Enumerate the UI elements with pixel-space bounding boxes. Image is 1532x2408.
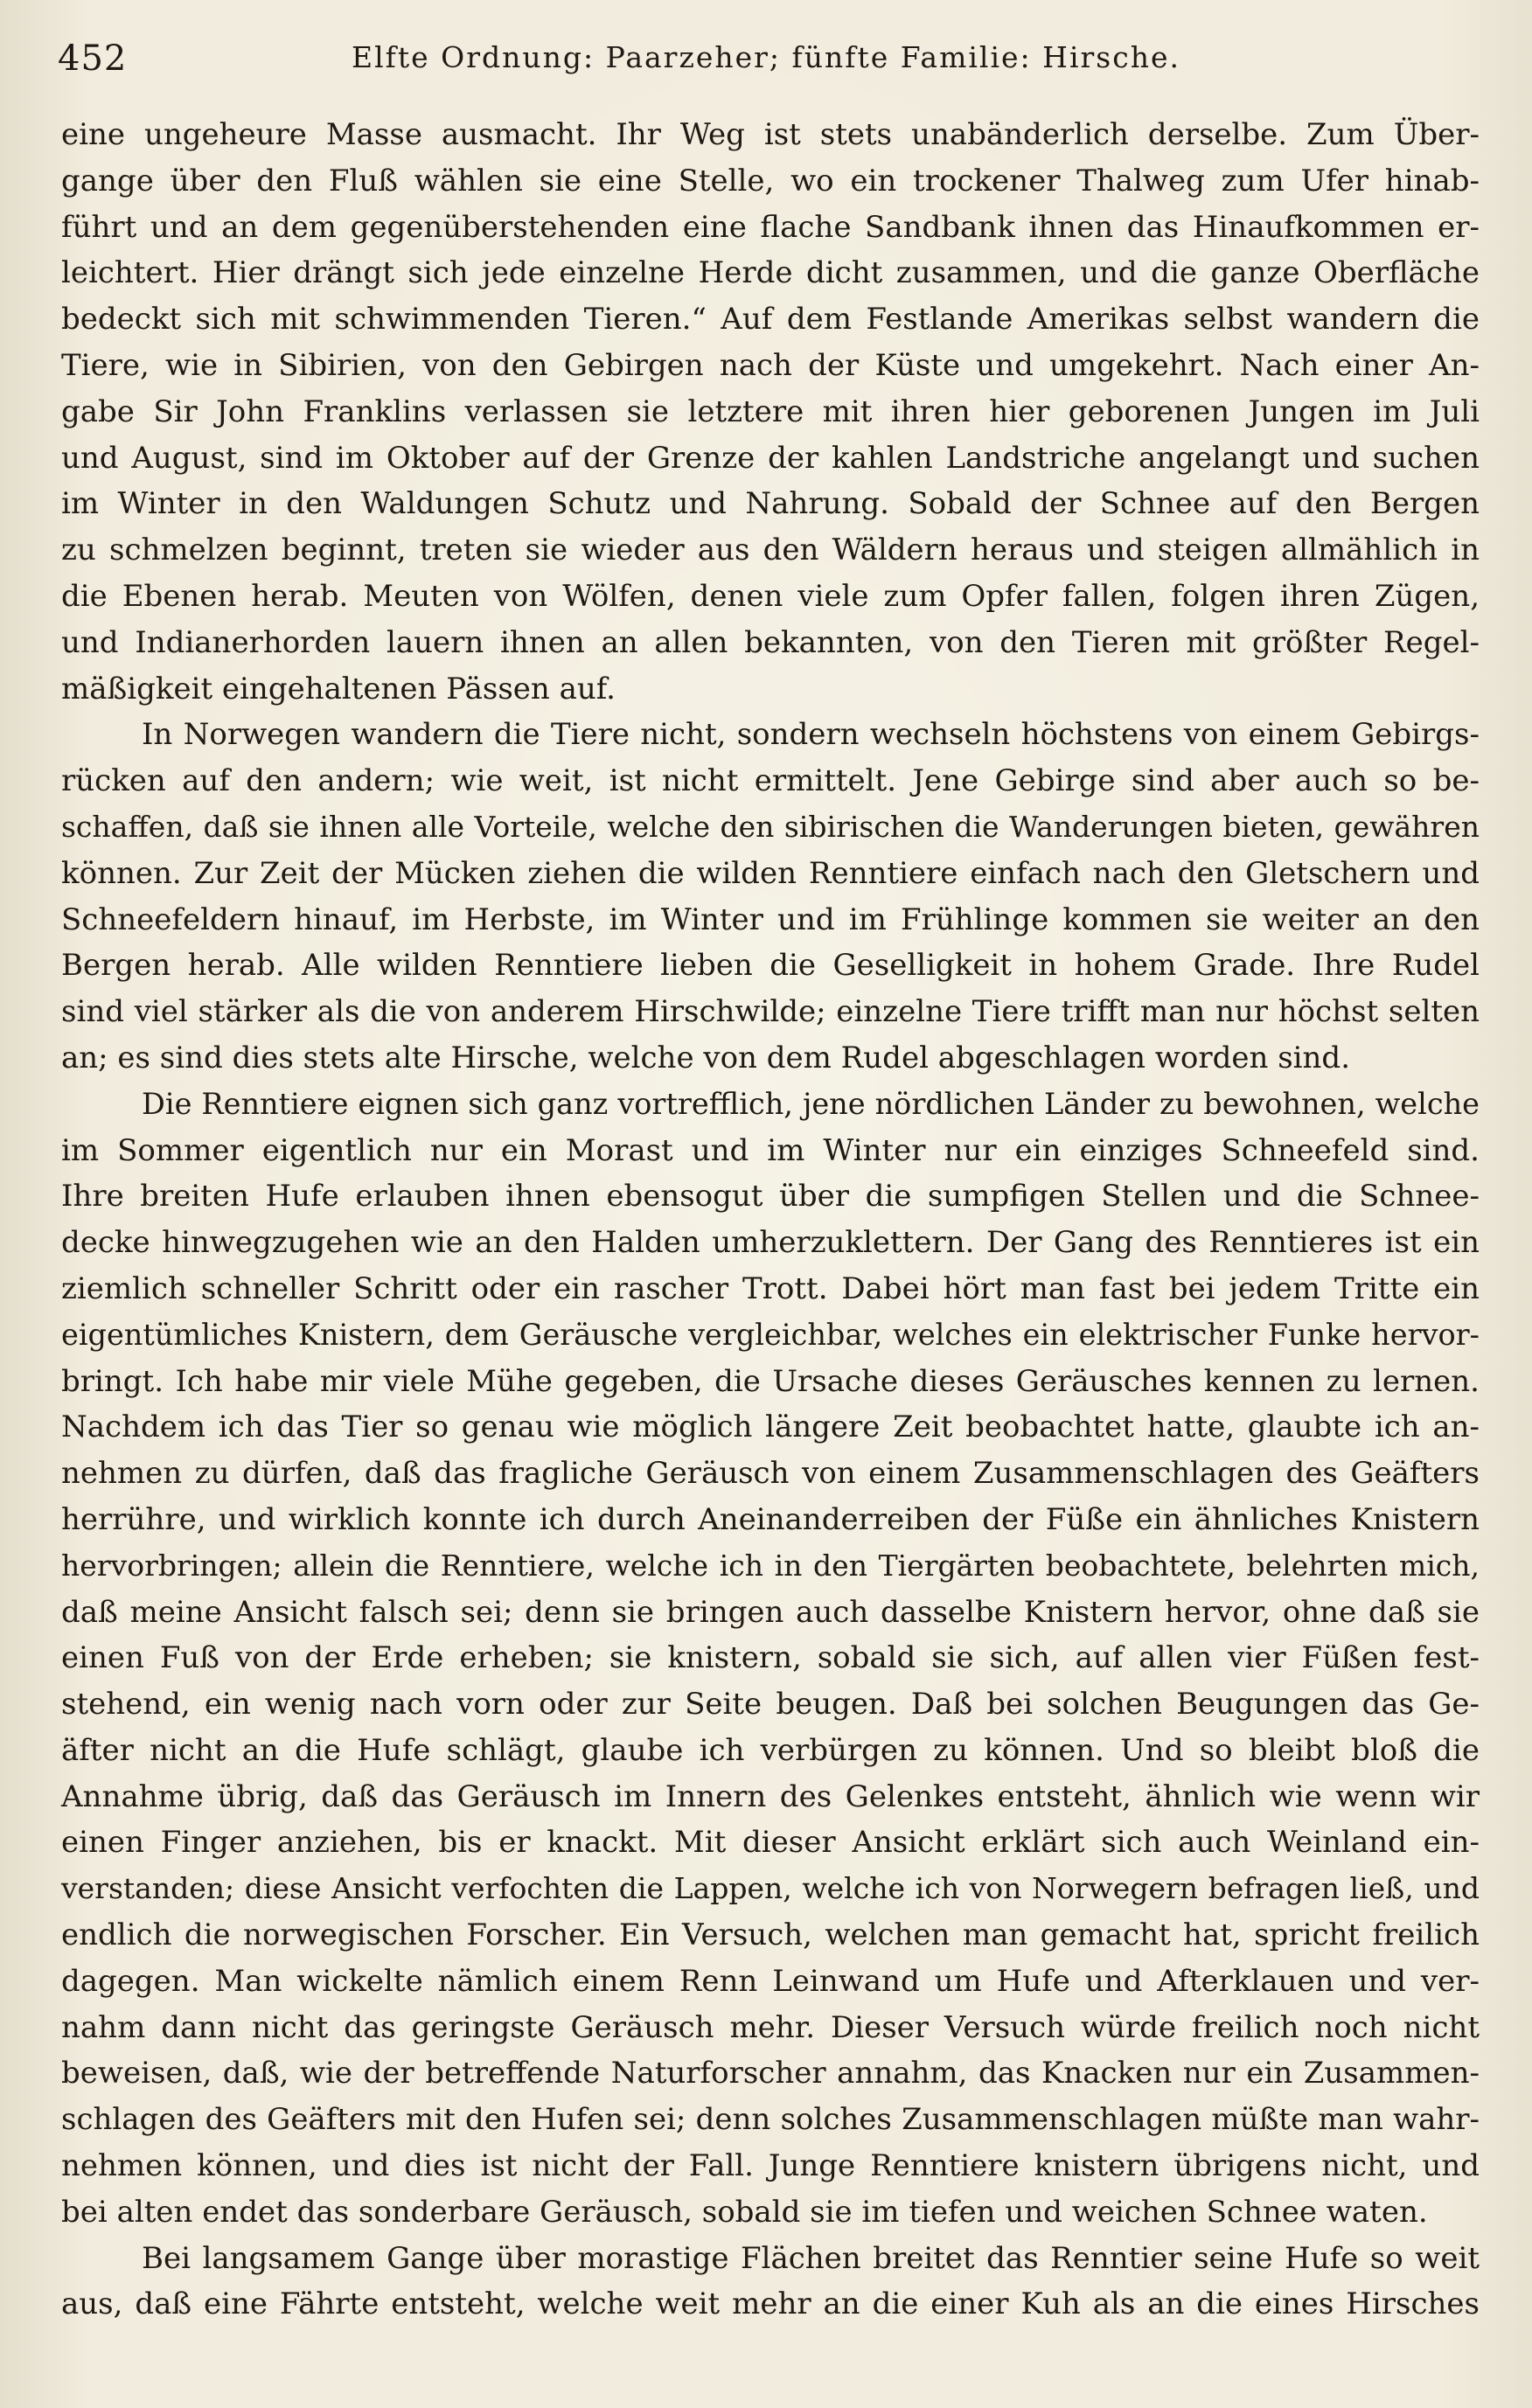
text-line: einen Fuß von der Erde erheben; sie knistern, sobald sie sich, auf allen vier Füßen fest- bbox=[61, 1640, 1480, 1676]
text-line: Nachdem ich das Tier so genau wie möglich längere Zeit beobachtet hatte, glaubte ich an- bbox=[61, 1409, 1480, 1445]
running-head bbox=[58, 35, 1474, 87]
paragraph-first-line: Bei langsamem Gange über morastige Flächen breitet das Renntier seine Hufe so weit bbox=[142, 2240, 1480, 2276]
text-line: rücken auf den andern; wie weit, ist nicht ermittelt. Jene Gebirge sind aber auch so be- bbox=[61, 763, 1480, 799]
text-line: gange über den Fluß wählen sie eine Stelle, wo ein trockener Thalweg zum Ufer hinab- bbox=[61, 163, 1480, 198]
text-line: die Ebenen herab. Meuten von Wölfen, denen viele zum Opfer fallen, folgen ihren Zügen, bbox=[61, 578, 1480, 614]
text-line: decke hinwegzugehen wie an den Halden umherzuklettern. Der Gang des Renntieres ist ein bbox=[61, 1225, 1480, 1261]
paragraph-first-line: In Norwegen wandern die Tiere nicht, sondern wechseln höchstens von einem Gebirgs- bbox=[142, 717, 1480, 753]
text-line: nehmen zu dürfen, daß das fragliche Geräusch von einem Zusammenschlagen des Geäfters bbox=[61, 1456, 1480, 1492]
text-line: mäßigkeit eingehaltenen Pässen auf. bbox=[61, 671, 616, 706]
text-line: können. Zur Zeit der Mücken ziehen die wilden Renntiere einfach nach den Gletschern und bbox=[61, 855, 1480, 891]
text-line: im Winter in den Waldungen Schutz und Nahrung. Sobald der Schnee auf den Bergen bbox=[61, 486, 1480, 522]
running-title: Elfte Ordnung: Paarzeher; fünfte Familie: Hirsche. bbox=[352, 40, 1180, 74]
text-line: äfter nicht an die Hufe schlägt, glaube ich verbürgen zu können. Und so bleibt bloß die bbox=[61, 1732, 1480, 1768]
text-line: hervorbringen; allein die Renntiere, welche ich in den Tiergärten beobachtete, belehrten mich, bbox=[61, 1548, 1480, 1583]
text-line: schlagen des Geäfters mit den Hufen sei; denn solches Zusammenschlagen müßte man wahr- bbox=[61, 2102, 1480, 2138]
text-line: verstanden; diese Ansicht verfochten die Lappen, welche ich von Norwegern befragen ließ, und bbox=[61, 1871, 1480, 1906]
text-line: bedeckt sich mit schwimmenden Tieren.“ Auf dem Festlande Amerikas selbst wandern die bbox=[61, 302, 1480, 338]
text-line: Annahme übrig, daß das Geräusch im Innern des Gelenkes entsteht, ähnlich wie wenn wir bbox=[61, 1778, 1480, 1814]
text-line: schaffen, daß sie ihnen alle Vorteile, welche den sibirischen die Wanderungen bieten, gewähren bbox=[61, 809, 1480, 844]
text-line: eigentümliches Knistern, dem Geräusche vergleichbar, welches ein elektrischer Funke hervor- bbox=[61, 1317, 1480, 1352]
text-line: dagegen. Man wickelte nämlich einem Renn Leinwand um Hufe und Afterklauen und ver- bbox=[61, 1963, 1480, 1999]
text-line: und Indianerhorden lauern ihnen an allen bekannten, von den Tieren mit größter Regel- bbox=[61, 624, 1480, 660]
text-line: endlich die norwegischen Forscher. Ein Versuch, welchen man gemacht hat, spricht freilich bbox=[61, 1917, 1480, 1953]
page-number: 452 bbox=[58, 38, 128, 79]
text-line: bei alten endet das sonderbare Geräusch, sobald sie im tiefen und weichen Schnee waten. bbox=[61, 2194, 1428, 2230]
text-line: beweisen, daß, wie der betreffende Naturforscher annahm, das Knacken nur ein Zusammen- bbox=[61, 2056, 1480, 2091]
text-line: Schneefeldern hinauf, im Herbste, im Winter und im Frühlinge kommen sie weiter an den bbox=[61, 901, 1480, 937]
text-line: gabe Sir John Franklins verlassen sie letztere mit ihren hier geborenen Jungen im Juli bbox=[61, 393, 1480, 429]
text-line: aus, daß eine Fährte entsteht, welche weit mehr an die einer Kuh als an die eines Hirsches bbox=[61, 2286, 1480, 2322]
text-line: nahm dann nicht das geringste Geräusch mehr. Dieser Versuch würde freilich noch nicht bbox=[61, 2009, 1480, 2045]
text-line: und August, sind im Oktober auf der Grenze der kahlen Landstriche angelangt und suchen bbox=[61, 440, 1480, 476]
text-line: ziemlich schneller Schritt oder ein rascher Trott. Dabei hört man fast bei jedem Tritte ein bbox=[61, 1270, 1480, 1306]
text-line: Ihre breiten Hufe erlauben ihnen ebensogut über die sumpfigen Stellen und die Schnee- bbox=[61, 1179, 1480, 1214]
text-line: an; es sind dies stets alte Hirsche, welche von dem Rudel abgeschlagen worden sind. bbox=[61, 1040, 1351, 1075]
text-line: eine ungeheure Masse ausmacht. Ihr Weg ist stets unabänderlich derselbe. Zum Über- bbox=[61, 117, 1480, 152]
text-line: zu schmelzen beginnt, treten sie wieder aus den Wäldern heraus und steigen allmählich in bbox=[61, 532, 1480, 568]
text-line: daß meine Ansicht falsch sei; denn sie bringen auch dasselbe Knistern hervor, ohne daß sie bbox=[61, 1594, 1480, 1630]
text-line: herrühre, und wirklich konnte ich durch Aneinanderreiben der Füße ein ähnliches Knistern bbox=[61, 1501, 1480, 1537]
text-line: stehend, ein wenig nach vorn oder zur Seite beugen. Daß bei solchen Beugungen das Ge- bbox=[61, 1687, 1480, 1722]
text-line: sind viel stärker als die von anderem Hirschwilde; einzelne Tiere trifft man nur höchst selten bbox=[61, 994, 1480, 1030]
text-line: im Sommer eigentlich nur ein Morast und im Winter nur ein einziges Schneefeld sind. bbox=[61, 1132, 1480, 1168]
text-line: einen Finger anziehen, bis er knackt. Mit dieser Ansicht erklärt sich auch Weinland ein- bbox=[61, 1825, 1480, 1861]
text-line: bringt. Ich habe mir viele Mühe gegeben, die Ursache dieses Geräusches kennen zu lernen. bbox=[61, 1363, 1480, 1399]
text-line: Bergen herab. Alle wilden Renntiere lieben die Geselligkeit in hohem Grade. Ihre Rudel bbox=[61, 948, 1480, 984]
paragraph-first-line: Die Renntiere eignen sich ganz vortrefflich, jene nördlichen Länder zu bewohnen, welche bbox=[142, 1086, 1480, 1121]
text-line: leichtert. Hier drängt sich jede einzelne Herde dicht zusammen, und die ganze Oberfläche bbox=[61, 255, 1480, 291]
text-line: führt und an dem gegenüberstehenden eine flache Sandbank ihnen das Hinaufkommen er- bbox=[61, 209, 1480, 245]
text-line: nehmen können, und dies ist nicht der Fall. Junge Renntiere knistern übrigens nicht, und bbox=[61, 2148, 1480, 2184]
text-line: Tiere, wie in Sibirien, von den Gebirgen nach der Küste und umgekehrt. Nach einer An- bbox=[61, 347, 1480, 383]
body-text bbox=[61, 112, 1480, 2328]
